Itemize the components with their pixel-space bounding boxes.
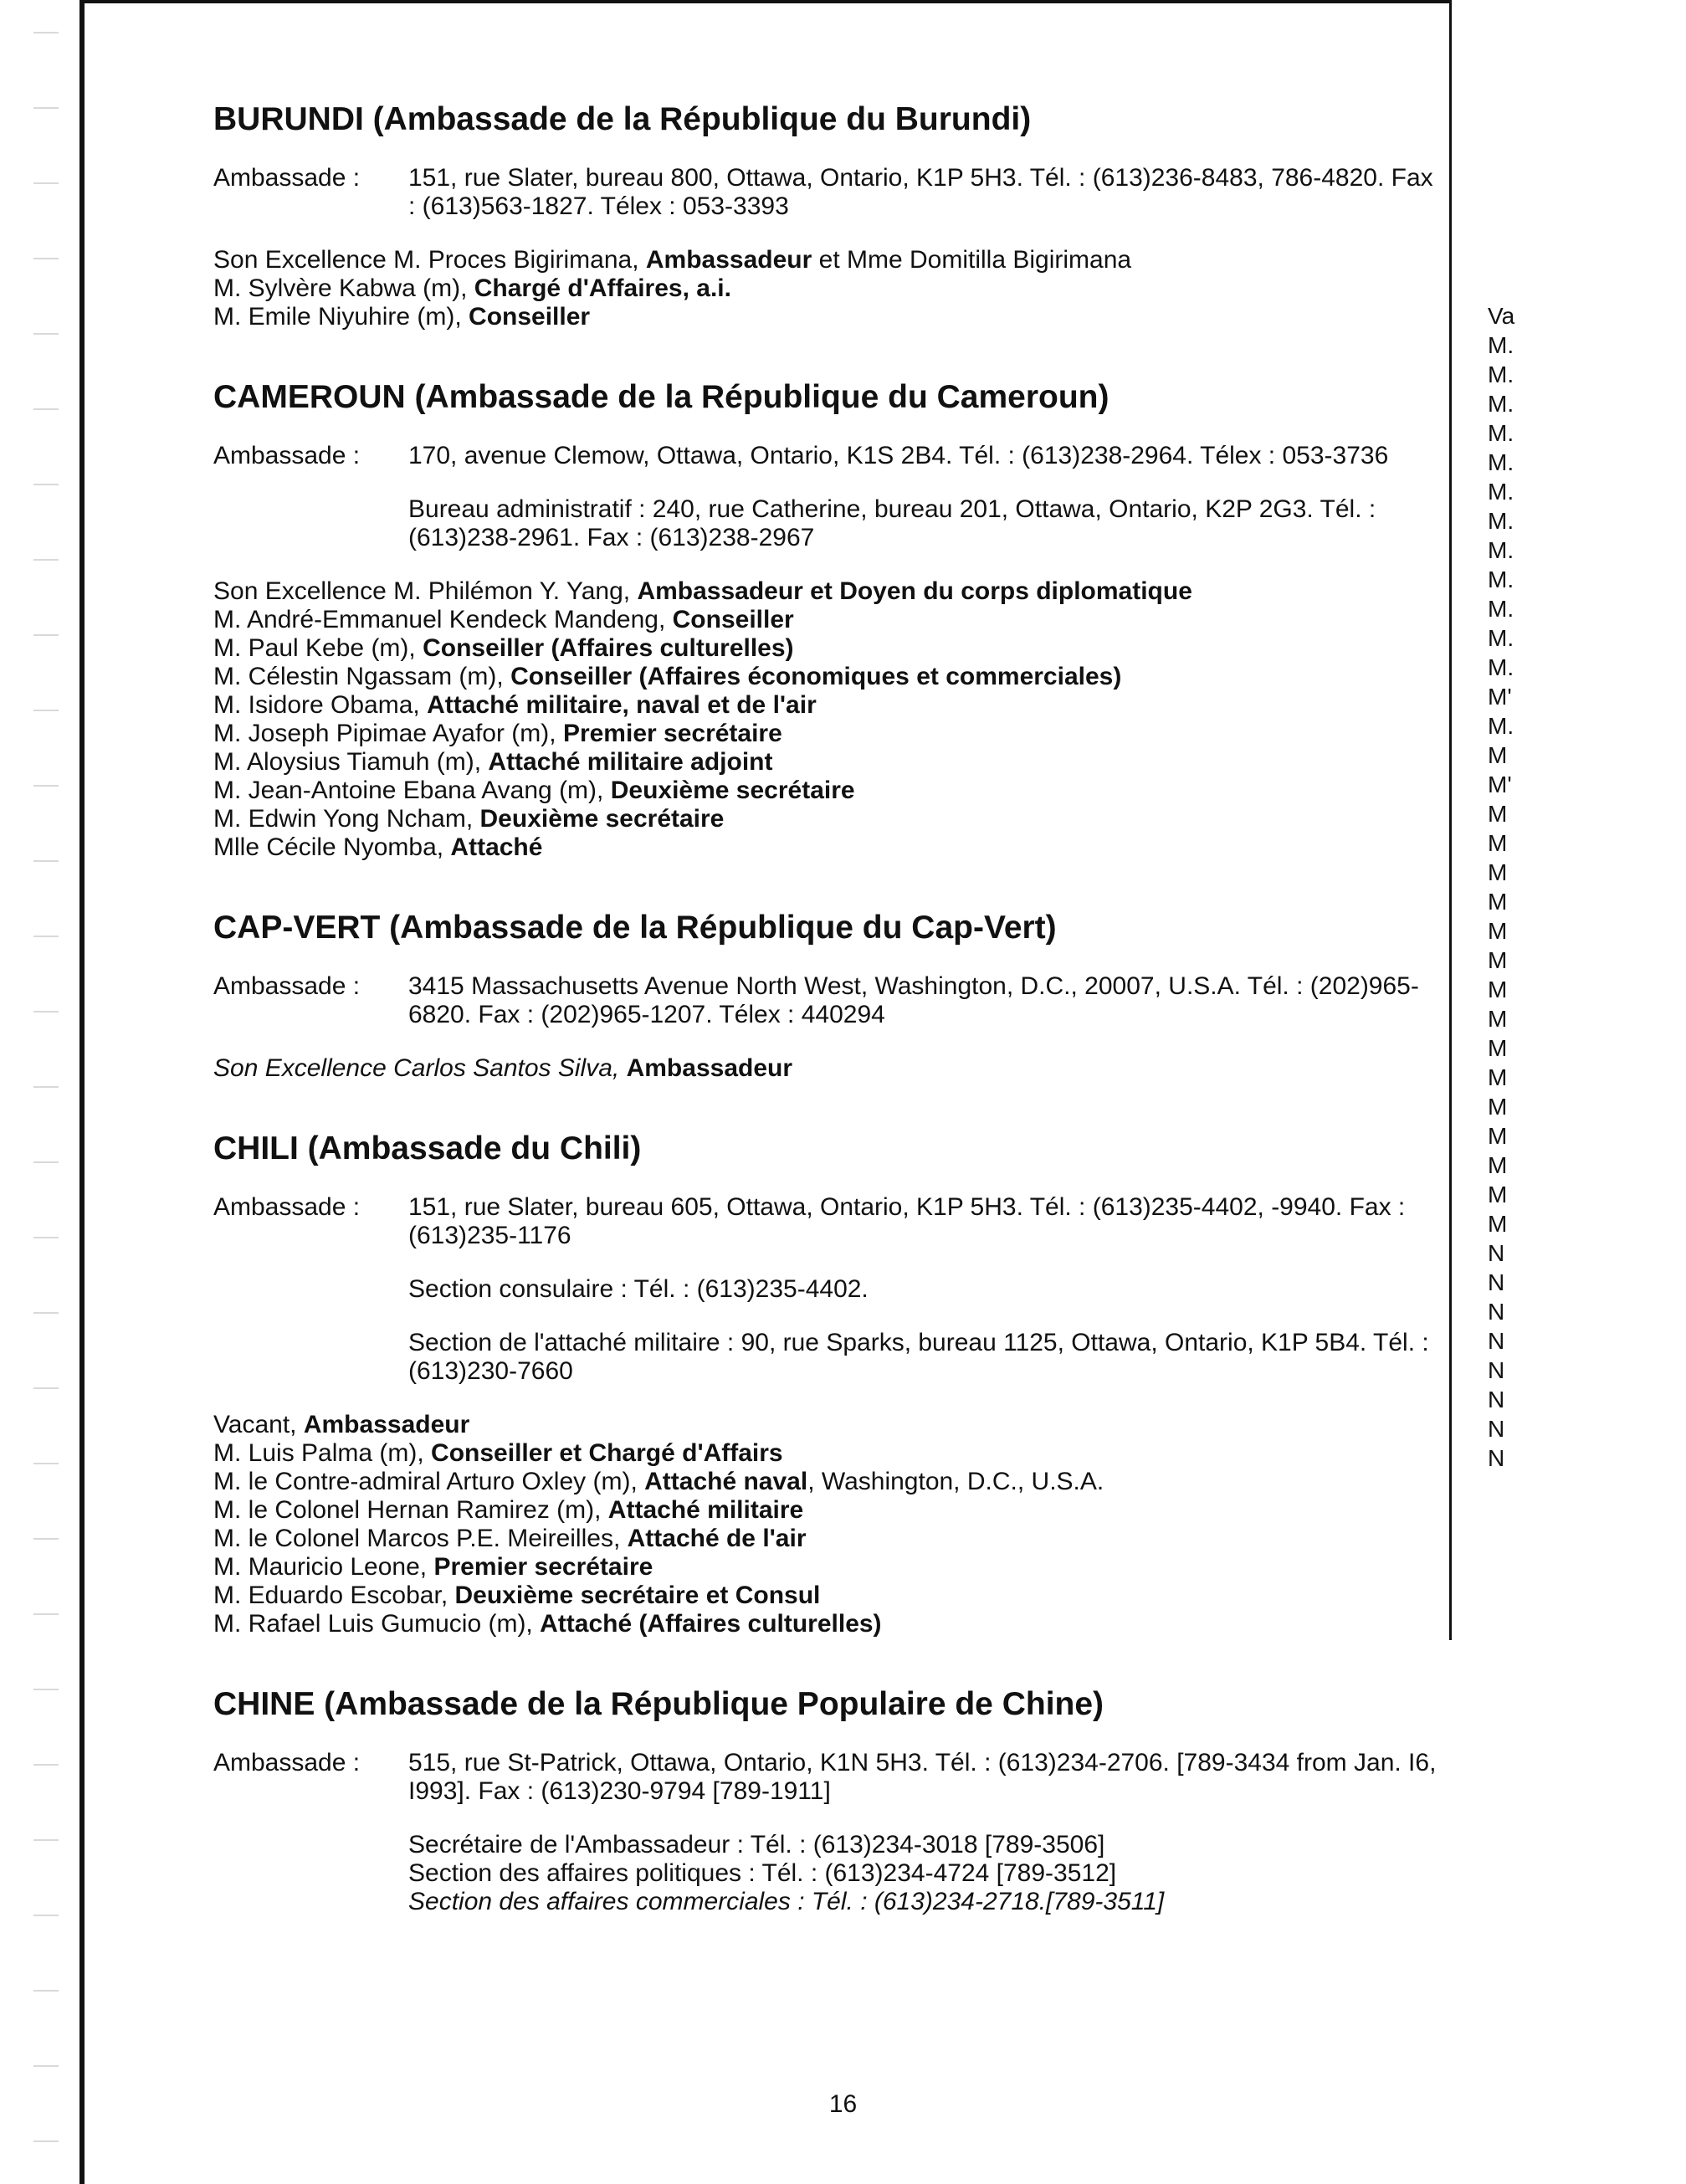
page-border-left xyxy=(79,0,85,2184)
edge-fragment: M xyxy=(1488,1064,1508,1090)
staff-role: Attaché militaire, naval et de l'air xyxy=(427,691,817,719)
staff-role: Deuxième secrétaire xyxy=(610,777,855,804)
edge-fragment: M' xyxy=(1488,772,1512,797)
staff-role: Attaché militaire adjoint xyxy=(488,748,773,776)
staff-name: M. le Contre-admiral Arturo Oxley (m), xyxy=(213,1468,645,1495)
embassy-section-chili xyxy=(213,1130,1443,1638)
staff-entry xyxy=(213,1582,1443,1610)
staff-name: M. le Colonel Hernan Ramirez (m), xyxy=(213,1496,608,1524)
scan-edge-noise xyxy=(33,0,59,2184)
page-number: 16 xyxy=(828,2090,858,2118)
staff-name: M. Emile Niyuhire (m), xyxy=(213,303,469,331)
staff-entry xyxy=(213,1610,1443,1638)
staff-entry xyxy=(213,691,1443,720)
staff-entry xyxy=(213,303,1443,331)
edge-fragment: N xyxy=(1488,1445,1505,1471)
edge-fragment: N xyxy=(1488,1328,1505,1354)
edge-fragment: M. xyxy=(1488,361,1514,387)
staff-name: M. Mauricio Leone, xyxy=(213,1553,434,1581)
staff-role: Conseiller et Chargé d'Affairs xyxy=(431,1439,783,1467)
staff-entry xyxy=(213,663,1443,691)
edge-fragment: M xyxy=(1488,977,1508,1002)
edge-fragment: N xyxy=(1488,1269,1505,1295)
edge-fragment: M. xyxy=(1488,654,1514,680)
staff-name: M. Isidore Obama, xyxy=(213,691,428,719)
embassy-section-chine xyxy=(213,1685,1443,1916)
address-paragraph: 3415 Massachusetts Avenue North West, Washington, D.C., 20007, U.S.A. Tél. : (202)965-6820. Fax : (202)965-1207. Télex : 440294 xyxy=(408,972,1419,1028)
address-line: Section des affaires politiques : Tél. : (613)234-4724 [789-3512] xyxy=(408,1859,1117,1887)
edge-fragment: M xyxy=(1488,918,1508,944)
edge-fragment: M. xyxy=(1488,420,1514,446)
staff-role: Conseiller xyxy=(469,303,591,331)
staff-role: Conseiller xyxy=(672,606,794,633)
address-body xyxy=(408,1193,1443,1386)
staff-entry xyxy=(213,748,1443,777)
country-heading: CAMEROUN (Ambassade de la République du Cameroun) xyxy=(213,379,1109,415)
staff-entry xyxy=(213,1468,1443,1496)
edge-fragment: M. xyxy=(1488,537,1514,563)
staff-role: Conseiller (Affaires économiques et commerciales) xyxy=(510,663,1122,690)
address-block xyxy=(213,1749,1443,1916)
edge-fragment: M' xyxy=(1488,684,1512,710)
staff-entry xyxy=(213,1525,1443,1553)
staff-name: M. Joseph Pipimae Ayafor (m), xyxy=(213,720,563,747)
staff-name: Son Excellence M. Philémon Y. Yang, xyxy=(213,577,638,605)
staff-entry xyxy=(213,1054,1443,1083)
edge-fragment: M xyxy=(1488,742,1508,768)
edge-fragment: M. xyxy=(1488,332,1514,358)
staff-entry xyxy=(213,1439,1443,1468)
edge-fragment: M. xyxy=(1488,391,1514,417)
address-label: Ambassade : xyxy=(213,1193,361,1221)
address-paragraph: Section de l'attaché militaire : 90, rue Sparks, bureau 1125, Ottawa, Ontario, K1P 5B4. Tél. : (613)230-7660 xyxy=(408,1329,1429,1385)
edge-fragment: N xyxy=(1488,1387,1505,1412)
edge-fragment: M xyxy=(1488,1035,1508,1061)
staff-role: Premier secrétaire xyxy=(433,1553,653,1581)
staff-entry xyxy=(213,1553,1443,1582)
staff-role: Ambassadeur et Doyen du corps diplomatique xyxy=(637,577,1192,605)
staff-role: Chargé d'Affaires, a.i. xyxy=(474,274,731,302)
edge-fragment: M. xyxy=(1488,508,1514,534)
edge-fragment: M xyxy=(1488,1123,1508,1149)
staff-role: Ambassadeur xyxy=(303,1411,470,1438)
address-body xyxy=(408,164,1443,221)
edge-fragment: Va xyxy=(1488,303,1515,329)
address-label: Ambassade : xyxy=(213,1749,361,1776)
country-heading: CHILI (Ambassade du Chili) xyxy=(213,1130,642,1166)
address-paragraph: 170, avenue Clemow, Ottawa, Ontario, K1S 2B4. Tél. : (613)238-2964. Télex : 053-3736 xyxy=(408,442,1389,469)
edge-fragment: M. xyxy=(1488,625,1514,651)
staff-name: M. Jean-Antoine Ebana Avang (m), xyxy=(213,777,611,804)
staff-entry xyxy=(213,634,1443,663)
staff-entry xyxy=(213,577,1443,606)
edge-fragment: N xyxy=(1488,1240,1505,1266)
address-paragraph: 151, rue Slater, bureau 605, Ottawa, Ontario, K1P 5H3. Tél. : (613)235-4402, -9940. Fax : (613)235-1176 xyxy=(408,1193,1406,1249)
edge-fragment: M xyxy=(1488,1152,1508,1178)
staff-list xyxy=(213,1054,1443,1083)
address-block xyxy=(213,442,1443,552)
edge-fragment: M. xyxy=(1488,713,1514,739)
staff-name: M. Eduardo Escobar, xyxy=(213,1582,455,1609)
edge-fragment: M xyxy=(1488,889,1508,915)
staff-list xyxy=(213,1411,1443,1638)
edge-fragment: M xyxy=(1488,830,1508,856)
staff-suffix: et Mme Domitilla Bigirimana xyxy=(812,246,1132,274)
address-label: Ambassade : xyxy=(213,972,361,1000)
edge-fragment: M. xyxy=(1488,449,1514,475)
staff-name: M. Sylvère Kabwa (m), xyxy=(213,274,474,302)
address-line: Secrétaire de l'Ambassadeur : Tél. : (613)234-3018 [789-3506] xyxy=(408,1831,1105,1858)
staff-name: Mlle Cécile Nyomba, xyxy=(213,833,451,861)
staff-name: M. Edwin Yong Ncham, xyxy=(213,805,480,833)
address-body xyxy=(408,972,1443,1029)
country-heading: CAP-VERT (Ambassade de la République du Cap-Vert) xyxy=(213,910,1057,946)
address-label: Ambassade : xyxy=(213,442,361,469)
embassy-section-cameroun xyxy=(213,378,1443,862)
edge-fragment: M xyxy=(1488,1182,1508,1207)
edge-fragment: M xyxy=(1488,859,1508,885)
edge-fragment: N xyxy=(1488,1299,1505,1325)
address-paragraph: Bureau administratif : 240, rue Catherine, bureau 201, Ottawa, Ontario, K2P 2G3. Tél. : (613)238-2961. Fax : (613)238-2967 xyxy=(408,495,1376,551)
directory-page xyxy=(213,100,1443,1963)
staff-name: Son Excellence Carlos Santos Silva, xyxy=(213,1054,627,1082)
edge-fragment: M. xyxy=(1488,479,1514,505)
staff-entry xyxy=(213,777,1443,805)
staff-role: Attaché militaire xyxy=(607,1496,804,1524)
staff-role: Attaché xyxy=(450,833,543,861)
staff-name: Vacant, xyxy=(213,1411,304,1438)
address-block xyxy=(213,972,1443,1029)
address-body xyxy=(408,442,1443,552)
staff-role: Premier secrétaire xyxy=(562,720,782,747)
staff-entry xyxy=(213,274,1443,303)
staff-list xyxy=(213,246,1443,331)
edge-fragment: N xyxy=(1488,1357,1505,1383)
address-paragraph: 151, rue Slater, bureau 800, Ottawa, Ontario, K1P 5H3. Tél. : (613)236-8483, 786-4820. Fax : (613)563-1827. Télex : 053-3393 xyxy=(408,164,1433,220)
staff-role: Conseiller (Affaires culturelles) xyxy=(423,634,794,662)
staff-entry xyxy=(213,246,1443,274)
country-heading: BURUNDI (Ambassade de la République du Burundi) xyxy=(213,101,1032,137)
address-paragraph: Section consulaire : Tél. : (613)235-4402. xyxy=(408,1275,869,1303)
staff-role: Ambassadeur xyxy=(626,1054,793,1082)
staff-name: M. Rafael Luis Gumucio (m), xyxy=(213,1610,541,1638)
edge-fragment: M xyxy=(1488,1094,1508,1120)
address-label: Ambassade : xyxy=(213,164,361,192)
edge-fragment: M. xyxy=(1488,596,1514,622)
staff-name: M. le Colonel Marcos P.E. Meireilles, xyxy=(213,1525,628,1552)
staff-entry xyxy=(213,720,1443,748)
staff-entry xyxy=(213,833,1443,862)
staff-name: M. Paul Kebe (m), xyxy=(213,634,423,662)
edge-fragment: M xyxy=(1488,801,1508,827)
staff-name: Son Excellence M. Proces Bigirimana, xyxy=(213,246,646,274)
staff-role: Deuxième secrétaire xyxy=(479,805,725,833)
address-block xyxy=(213,164,1443,221)
staff-entry xyxy=(213,1496,1443,1525)
adjacent-page-edge-text xyxy=(1488,301,1521,1473)
staff-name: M. Aloysius Tiamuh (m), xyxy=(213,748,489,776)
staff-name: M. Luis Palma (m), xyxy=(213,1439,432,1467)
staff-list xyxy=(213,577,1443,862)
country-heading: CHINE (Ambassade de la République Populaire de Chine) xyxy=(213,1686,1104,1722)
edge-fragment: M xyxy=(1488,947,1508,973)
address-paragraph: 515, rue St-Patrick, Ottawa, Ontario, K1N 5H3. Tél. : (613)234-2706. [789-3434 from Jan. I6, I993]. Fax : (613)230-9794 [789-1911] xyxy=(408,1749,1437,1805)
staff-suffix: , Washington, D.C., U.S.A. xyxy=(807,1468,1104,1495)
staff-role: Attaché (Affaires culturelles) xyxy=(540,1610,882,1638)
embassy-section-cap-vert xyxy=(213,909,1443,1083)
staff-name: M. Célestin Ngassam (m), xyxy=(213,663,511,690)
address-line-group xyxy=(408,1831,1443,1916)
address-block xyxy=(213,1193,1443,1386)
page-border-right xyxy=(1449,0,1452,1640)
staff-entry xyxy=(213,805,1443,833)
staff-entry xyxy=(213,606,1443,634)
address-line: Section des affaires commerciales : Tél. : (613)234-2718.[789-3511] xyxy=(408,1888,1165,1915)
staff-role: Ambassadeur xyxy=(645,246,812,274)
staff-role: Attaché de l'air xyxy=(627,1525,807,1552)
embassy-section-burundi xyxy=(213,100,1443,331)
staff-role: Deuxième secrétaire et Consul xyxy=(454,1582,821,1609)
edge-fragment: M. xyxy=(1488,567,1514,592)
address-body xyxy=(408,1749,1443,1916)
edge-fragment: N xyxy=(1488,1416,1505,1442)
page-border-top xyxy=(79,0,1452,3)
edge-fragment: M xyxy=(1488,1006,1508,1032)
staff-entry xyxy=(213,1411,1443,1439)
edge-fragment: M xyxy=(1488,1211,1508,1237)
staff-name: M. André-Emmanuel Kendeck Mandeng, xyxy=(213,606,673,633)
staff-role: Attaché naval xyxy=(644,1468,808,1495)
